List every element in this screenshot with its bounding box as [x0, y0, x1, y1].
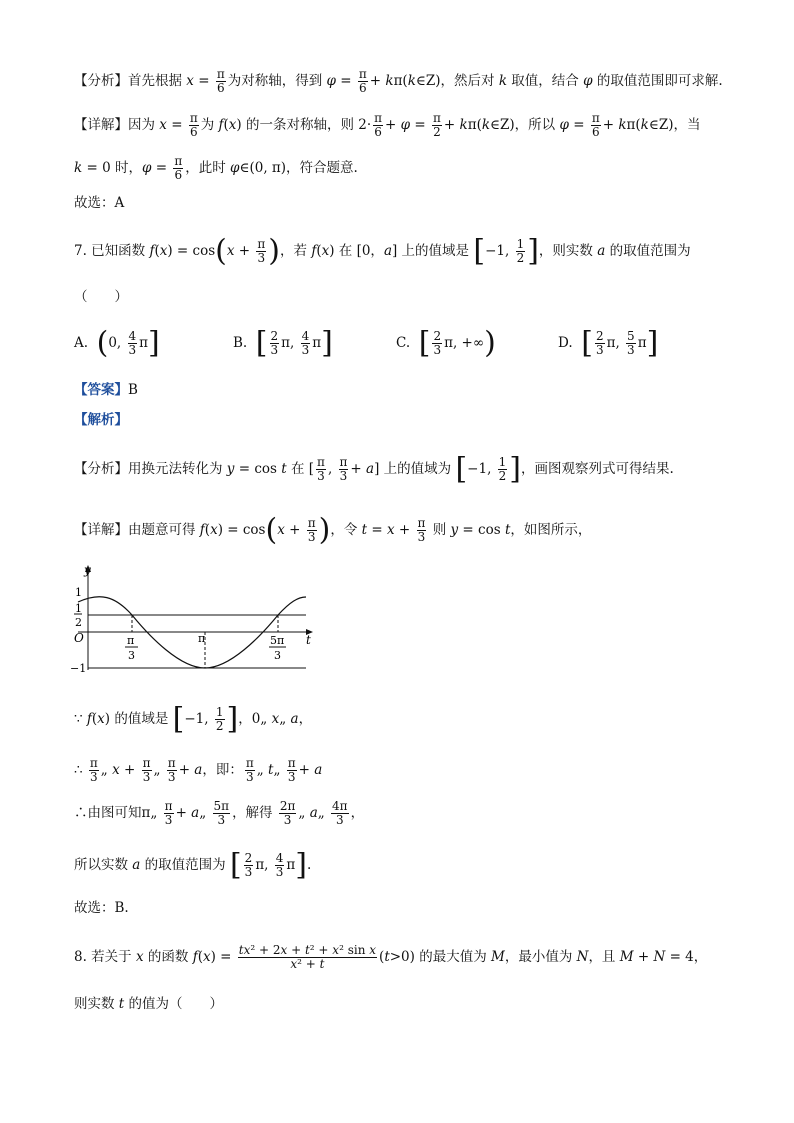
x-tick-5pi3-den: 3 — [274, 649, 281, 662]
option-b[interactable]: B. [ $\frac{2}{3}$ π, $\frac{4}{3}$ π] — [233, 325, 333, 361]
q7-blank: （ ） — [74, 289, 128, 305]
q7-step1: ∵ f(x) 的值域是 [−1, $\frac{1}{2}$ ]，0„ x„ a， — [74, 701, 313, 737]
q7-step2: ∴ $\frac{\pi}{3}$ „ x + $\frac{\pi}{3}$ „ $\frac{\pi}{3}$ + a，即： $\frac{\pi}{3}$ „ t„ $\frac{\pi}{3}$ + a — [74, 756, 323, 784]
option-a[interactable]: A. (0, $\frac{4}{3}$ π] — [74, 325, 160, 361]
q7-step3: ∴由图可知π„ $\frac{\pi}{3}$ + a„ $\frac{5\pi}{3}$ ，解得 $\frac{2\pi}{3}$ „ a„ $\frac{4\pi}{3}$ ， — [74, 799, 365, 827]
x-tick-pi3-num: π — [127, 634, 135, 647]
t-axis-label: t — [306, 633, 311, 647]
cosine-graph — [70, 562, 320, 680]
x-tick-5pi3-num: 5π — [270, 634, 285, 647]
option-d[interactable]: D. [ $\frac{2}{3}$ π, $\frac{5}{3}$ π] — [558, 325, 659, 361]
q7-solution-tag: 【解析】 — [74, 412, 128, 428]
q7-choose: 故选：B. — [74, 900, 129, 916]
y-tick-half-num: 1 — [75, 602, 82, 615]
q7-conclusion: 所以实数 a 的取值范围为 [ $\frac{2}{3}$ π, $\frac{4}{3}$ π]. — [74, 847, 312, 883]
y-axis-label: y — [84, 563, 91, 577]
q7-analysis: 【分析】用换元法转化为 y = cos t 在 [ $\frac{\pi}{3}$ , $\frac{\pi}{3}$ + a] 上的值域为 [−1, $\frac{1}{2}$ ]，画图观察列式可得结果. — [74, 451, 674, 487]
q8-stem: 8. 若关于 x 的函数 f(x) = $\frac{\text{tx² + 2x + t² + x² sin x}}{\text{x² + t}}$ (t>0) 的最大值为 M，最小值为 N，且 M + N = 4， — [74, 943, 708, 971]
q6-detail-1: 【详解】因为 x = $\frac{\pi}{6}$ 为 f(x) 的一条对称轴，则 2· $\frac{\pi}{6}$ + φ = $\frac{\pi}{2}$ + kπ(k∈Z)，所以 φ = $\frac{\pi}{6}$ + kπ(k∈Z)，当 — [74, 111, 701, 139]
x-tick-pi: π — [198, 632, 206, 645]
q7-detail: 【详解】由题意可得 f(x) = cos(x + $\frac{\pi}{3}$ )，令 t = x + $\frac{\pi}{3}$ 则 y = cos t，如图所示， — [74, 512, 592, 548]
q8-stem-2: 则实数 t 的值为（ ） — [74, 996, 224, 1012]
origin-label: O — [74, 631, 84, 645]
q7-answer: 【答案】B — [74, 382, 138, 398]
q6-analysis: 【分析】首先根据 x = $\frac{\pi}{6}$ 为对称轴，得到 φ = $\frac{\pi}{6}$ + kπ(k∈Z)，然后对 k 取值，结合 φ 的取值范围即可求解. — [74, 67, 723, 95]
y-tick-1: 1 — [75, 586, 82, 599]
q7-stem: 7. 已知函数 f(x) = cos(x + $\frac{\pi}{3}$ )，若 f(x) 在 [0，a] 上的值域是 [−1, $\frac{1}{2}$ ]，则实数 a 的取值范围为 — [74, 233, 691, 269]
q6-detail-2: k = 0 时，φ = $\frac{\pi}{6}$ ，此时 φ∈(0, π)，符合题意. — [74, 154, 358, 182]
option-c[interactable]: C. [ $\frac{2}{3}$ π, +∞) — [396, 325, 496, 361]
q6-choose: 故选：A — [74, 195, 125, 211]
y-tick-minus1: −1 — [70, 662, 87, 675]
x-tick-pi3-den: 3 — [128, 649, 135, 662]
y-tick-half-den: 2 — [75, 616, 82, 629]
